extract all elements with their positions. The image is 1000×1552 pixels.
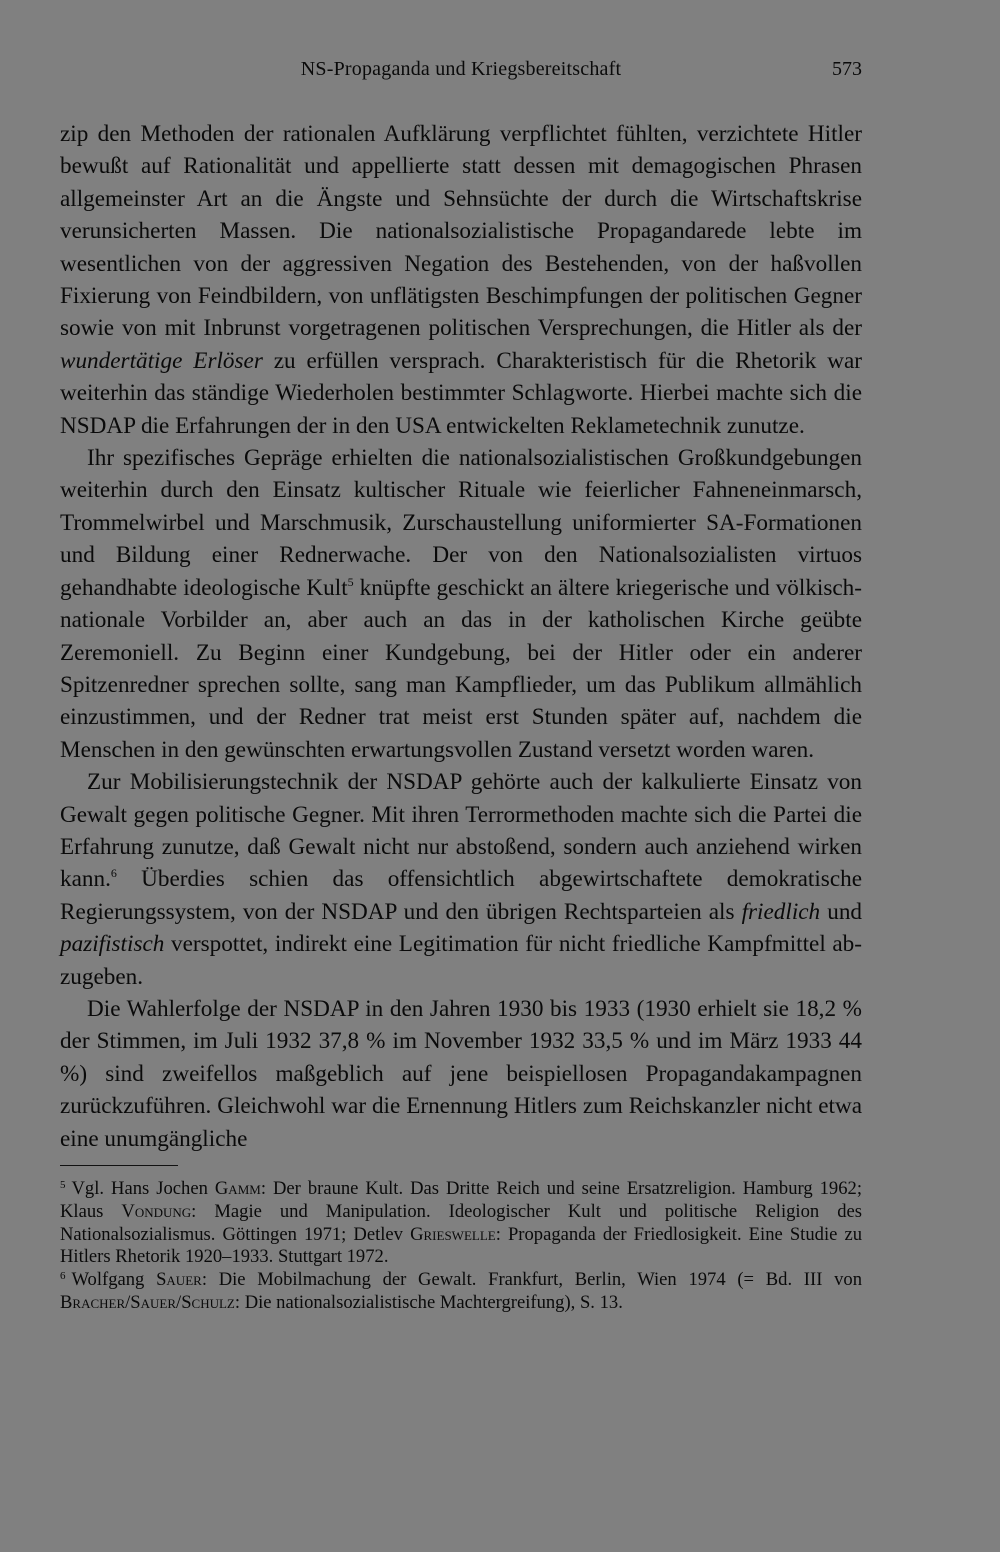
italic-word: pazifistisch [60,931,165,958]
paragraph-text: knüpfte geschickt an ältere kriegerische und völkisch-nationale Vorbilder an, aber auch an das in der katholischen Kirche geübte Zeremoniell. Zu Beginn einer Kundgebung, bei der Hitler oder ein anderer Spitzenredner sprechen sollte, sang man Kampflieder, um das Publikum allmählich einzustimmen, und der Redner trat meist erst Stunden später auf, nachdem die Menschen in den gewünschten erwartungsvollen Zustand versetzt worden waren. [60,574,863,763]
author-name: Bracher/Sauer/Schulz [60,1291,235,1313]
footnote-text: Wolfgang [71,1269,157,1291]
book-page [60,58,862,1315]
footnotes [60,1178,862,1315]
running-title: NS-Propaganda und Kriegsbereitschaft [300,58,622,80]
italic-phrase: wundertätige Erlöser [60,347,263,374]
author-name: Gamm [214,1178,261,1199]
author-name: Sauer [156,1269,202,1291]
paragraph-2 [60,442,862,766]
paragraph-text: zip den Methoden der rationalen Aufklärung verpflichtet fühlten, verzichtete Hitler bewußt auf Rationalität und appellierte statt dessen mit demagogischen Phrasen allgemeinster Art an die Ängste und Sehnsüchte der durch die Wirtschaftskrise verunsicherten Massen. Die nationalsozialistische Propagandarede lebte im wesentlichen von der aggressiven Negation des Bestehenden, von der haßvollen Fixierung von Feindbildern, von unflätigsten Beschimpfungen der politischen Gegner sowie von mit Inbrunst vorgetragenen politischen Versprechungen, die Hitler als der [60,121,862,342]
footnote-text: : Die nationalsozialistische Machtergreifung), S. 13. [234,1291,623,1313]
paragraph-3 [60,766,862,993]
paragraph-1 [60,118,862,442]
author-name: Vondung [121,1200,192,1222]
footnote-text: : Der braune Kult. Das Dritte Reich und seine Ersatzreligion. Hamburg 1962; Klaus [60,1178,862,1222]
paragraph-text: verspottet, indirekt eine Legitimation für nicht friedliche Kampfmittel abzugeben. [60,931,862,990]
paragraph-text: Zur Mobilisierungstechnik der NSDAP gehörte auch der kalkulierte Einsatz von Gewalt gegen politische Gegner. Mit ihren Terrormethoden machte sich die Partei die Erfahrung zunutze, daß Gewalt nicht nur abstoßend, sondern auch anziehend wirken kann. [60,769,862,893]
page-number: 573 [832,58,862,80]
author-name: Grieswelle [410,1223,496,1245]
footnote-separator [60,1165,178,1166]
footnote-5 [60,1178,862,1269]
footnote-reference-5[interactable]: 5 [347,574,354,589]
footnote-text: : Propaganda der Friedlosigkeit. Eine Studie zu Hitlers Rhetorik 1920–1933. Stuttgart 1972. [60,1223,862,1268]
paragraph-text: Die Wahlerfolge der NSDAP in den Jahren 1930 bis 1933 (1930 erhielt sie 18,2 % der Stimmen, im Juli 1932 37,8 % im November 1932 33,5 % und im März 1933 44 %) sind zweifellos maßgeblich auf jene beispiellosen Propagandakampagnen zurückzuführen. Gleichwohl war die Ernennung Hitlers zum Reichskanzler nicht etwa eine unumgängliche [60,995,862,1152]
footnote-reference-6[interactable]: 6 [110,866,117,881]
paragraph-text: zu erfüllen versprach. Charakteristisch für die Rhetorik war weiterhin das ständige Wiederholen bestimmter Schlagworte. Hierbei machte sich die NSDAP die Erfahrungen der in den USA entwickelten Reklametechnik zunutze. [60,347,862,439]
paragraph-text: Überdies schien das offensichtlich abgewirtschaftete demokratische Regierungssystem, von der NSDAP und den übrigen Rechtsparteien als [60,866,862,925]
footnote-text: : Magie und Manipulation. Ideologischer Kult und politische Religion des Nationalsozialismus. Göttingen 1971; Detlev [60,1200,862,1245]
italic-word: friedlich [741,898,821,925]
footnote-number: 5 [60,1179,66,1191]
paragraph-text: Ihr spezifisches Gepräge erhielten die nationalsozialistischen Großkundgebungen weiterhin durch den Einsatz kultischer Rituale wie feierlicher Fahneneinmarsch, Trommelwirbel und Marschmusik, Zurschaustellung uniformierter SA-Formationen und Bildung einer Rednerwache. Der von den Nationalsozialisten virtuos gehandhabte ideologische Kult [60,445,862,601]
paragraph-text: und [820,898,862,925]
footnote-number: 6 [60,1270,66,1283]
paragraph-4 [60,993,862,1155]
footnote-text: : Die Mobilmachung der Gewalt. Frankfurt, Berlin, Wien 1974 (= Bd. III von [201,1269,862,1291]
running-header [60,58,862,92]
footnote-6 [60,1269,862,1315]
body-text [60,118,862,1155]
footnote-text: Vgl. Hans Jochen [71,1178,215,1199]
